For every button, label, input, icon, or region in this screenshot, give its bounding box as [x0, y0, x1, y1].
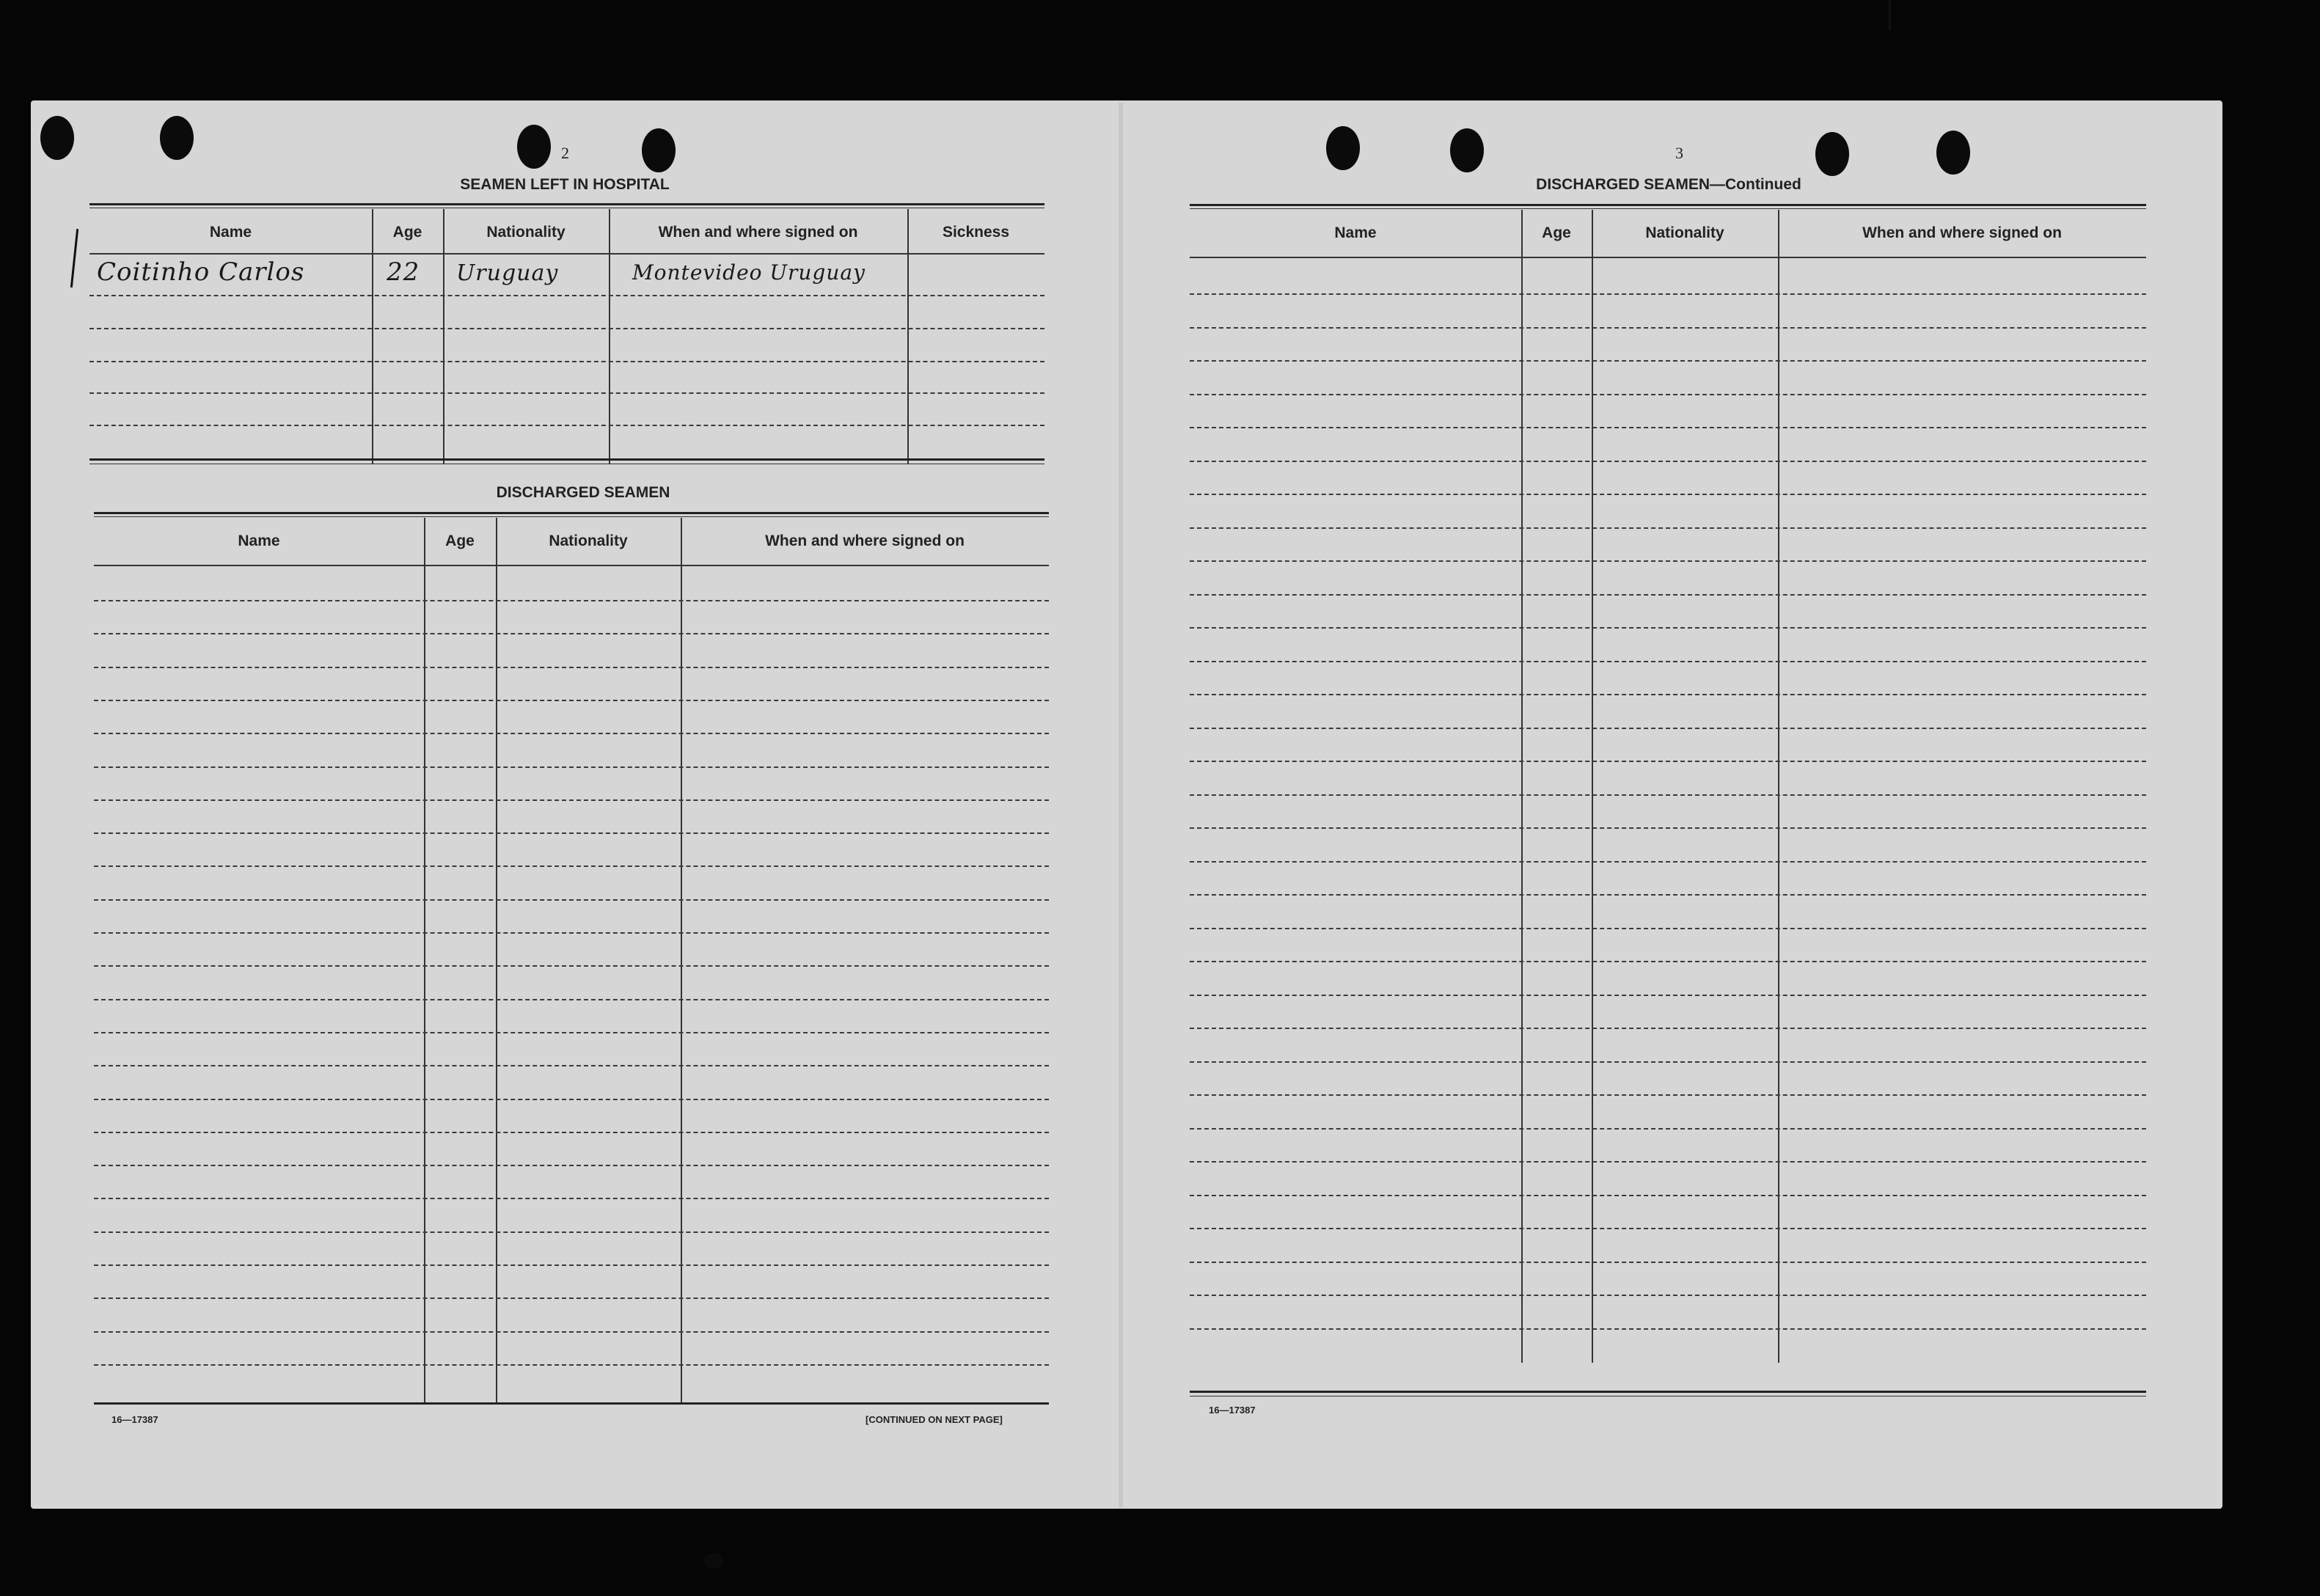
row-rule — [94, 1165, 1049, 1166]
row-rule — [1190, 1262, 2146, 1263]
row-rule — [1190, 894, 2146, 896]
row-rule — [1190, 1061, 2146, 1063]
row-rule — [1190, 995, 2146, 996]
column-header-name: Name — [209, 224, 252, 241]
row-rule — [1190, 527, 2146, 529]
row-rule — [1190, 1161, 2146, 1163]
row-rule — [94, 899, 1049, 901]
row-rule — [1190, 961, 2146, 962]
row-rule — [94, 1099, 1049, 1100]
row-rule — [1190, 594, 2146, 596]
row-rule — [94, 600, 1049, 601]
row-rule — [1190, 293, 2146, 295]
column-divider — [424, 518, 425, 1404]
row-rule — [94, 766, 1049, 768]
punch-hole — [40, 116, 74, 160]
column-header-name: Name — [1334, 224, 1377, 241]
row-rule — [1190, 694, 2146, 695]
column-divider — [1521, 210, 1523, 1363]
column-header-signed-on: When and where signed on — [658, 224, 858, 241]
row-rule — [1190, 861, 2146, 863]
handwritten-age: 22 — [387, 257, 420, 287]
form-number: 16—17387 — [1209, 1405, 1256, 1416]
header-underline — [89, 253, 1044, 255]
row-rule — [94, 965, 1049, 967]
section-title-discharged: DISCHARGED SEAMEN — [496, 484, 670, 501]
row-rule — [1190, 494, 2146, 495]
row-rule — [1190, 1328, 2146, 1330]
row-rule — [94, 932, 1049, 934]
row-rule — [94, 1231, 1049, 1233]
row-rule — [1190, 1195, 2146, 1196]
row-rule — [1190, 928, 2146, 929]
row-rule — [89, 295, 1044, 296]
table-bottom-rule — [89, 458, 1044, 461]
table-top-rule — [1190, 208, 2146, 209]
table-top-rule — [94, 512, 1049, 514]
row-rule — [1190, 728, 2146, 729]
edge-mark — [1889, 0, 1891, 31]
row-rule — [1190, 360, 2146, 362]
row-rule — [1190, 560, 2146, 562]
row-rule — [89, 392, 1044, 394]
row-rule — [94, 1264, 1049, 1266]
continued-note: [CONTINUED ON NEXT PAGE] — [866, 1414, 1003, 1425]
punch-hole — [517, 125, 551, 169]
row-rule — [94, 865, 1049, 867]
row-rule — [1190, 427, 2146, 428]
row-rule — [1190, 794, 2146, 796]
table-bottom-rule — [94, 1402, 1049, 1405]
row-rule — [1190, 394, 2146, 395]
handwritten-name: Coitinho Carlos — [97, 257, 305, 287]
row-rule — [1190, 1094, 2146, 1096]
page-fold — [1119, 103, 1123, 1507]
row-rule — [1190, 661, 2146, 662]
table-bottom-rule — [1190, 1391, 2146, 1393]
row-rule — [94, 1331, 1049, 1333]
page-number: 3 — [1675, 144, 1683, 162]
column-header-sickness: Sickness — [942, 224, 1010, 241]
column-header-age: Age — [392, 224, 422, 241]
row-rule — [94, 832, 1049, 834]
section-title-discharged-continued: DISCHARGED SEAMEN—Continued — [1536, 176, 1801, 193]
row-rule — [1190, 327, 2146, 329]
column-header-nationality: Nationality — [486, 224, 566, 241]
header-underline — [94, 565, 1049, 566]
discharged-table-left — [94, 512, 1049, 1405]
punch-hole — [1936, 131, 1970, 175]
row-rule — [1190, 627, 2146, 629]
punch-hole — [1450, 128, 1484, 172]
hospital-table — [89, 203, 1044, 466]
row-rule — [89, 361, 1044, 362]
row-rule — [94, 1065, 1049, 1066]
row-rule — [94, 999, 1049, 1000]
row-rule — [1190, 1228, 2146, 1229]
table-top-rule — [94, 516, 1049, 517]
row-rule — [1190, 1028, 2146, 1029]
row-rule — [94, 1297, 1049, 1299]
row-rule — [1190, 461, 2146, 462]
column-header-signed-on: When and where signed on — [1862, 224, 2062, 241]
column-header-nationality: Nationality — [549, 532, 628, 549]
column-divider — [496, 518, 497, 1404]
row-rule — [94, 633, 1049, 634]
header-underline — [1190, 257, 2146, 258]
discharged-table-right — [1190, 204, 2146, 1399]
row-rule — [89, 425, 1044, 426]
form-number: 16—17387 — [111, 1414, 158, 1425]
page-number: 2 — [561, 144, 569, 162]
row-rule — [94, 733, 1049, 734]
table-top-rule — [1190, 204, 2146, 206]
punch-hole — [1815, 132, 1849, 176]
column-divider — [1592, 210, 1593, 1363]
punch-hole — [160, 116, 194, 160]
row-rule — [1190, 1295, 2146, 1296]
column-header-signed-on: When and where signed on — [765, 532, 965, 549]
row-rule — [89, 328, 1044, 329]
column-header-age: Age — [445, 532, 475, 549]
handwritten-nationality: Uruguay — [456, 260, 559, 286]
row-rule — [1190, 827, 2146, 829]
row-rule — [1190, 761, 2146, 762]
row-rule — [1190, 1128, 2146, 1130]
row-rule — [94, 1032, 1049, 1033]
handwritten-signed-on: Montevideo Uruguay — [632, 260, 866, 285]
column-header-age: Age — [1542, 224, 1571, 241]
punch-hole — [642, 128, 676, 172]
row-rule — [94, 700, 1049, 701]
row-rule — [94, 799, 1049, 801]
row-rule — [94, 667, 1049, 668]
column-divider — [1778, 210, 1779, 1363]
column-header-nationality: Nationality — [1645, 224, 1724, 241]
section-title-hospital: SEAMEN LEFT IN HOSPITAL — [460, 176, 670, 193]
column-divider — [681, 518, 682, 1404]
row-rule — [94, 1198, 1049, 1199]
row-rule — [94, 1364, 1049, 1366]
table-top-rule — [89, 203, 1044, 205]
row-rule — [94, 1132, 1049, 1133]
column-header-name: Name — [238, 532, 280, 549]
punch-hole — [1326, 126, 1360, 170]
punch-hole — [704, 1553, 723, 1569]
